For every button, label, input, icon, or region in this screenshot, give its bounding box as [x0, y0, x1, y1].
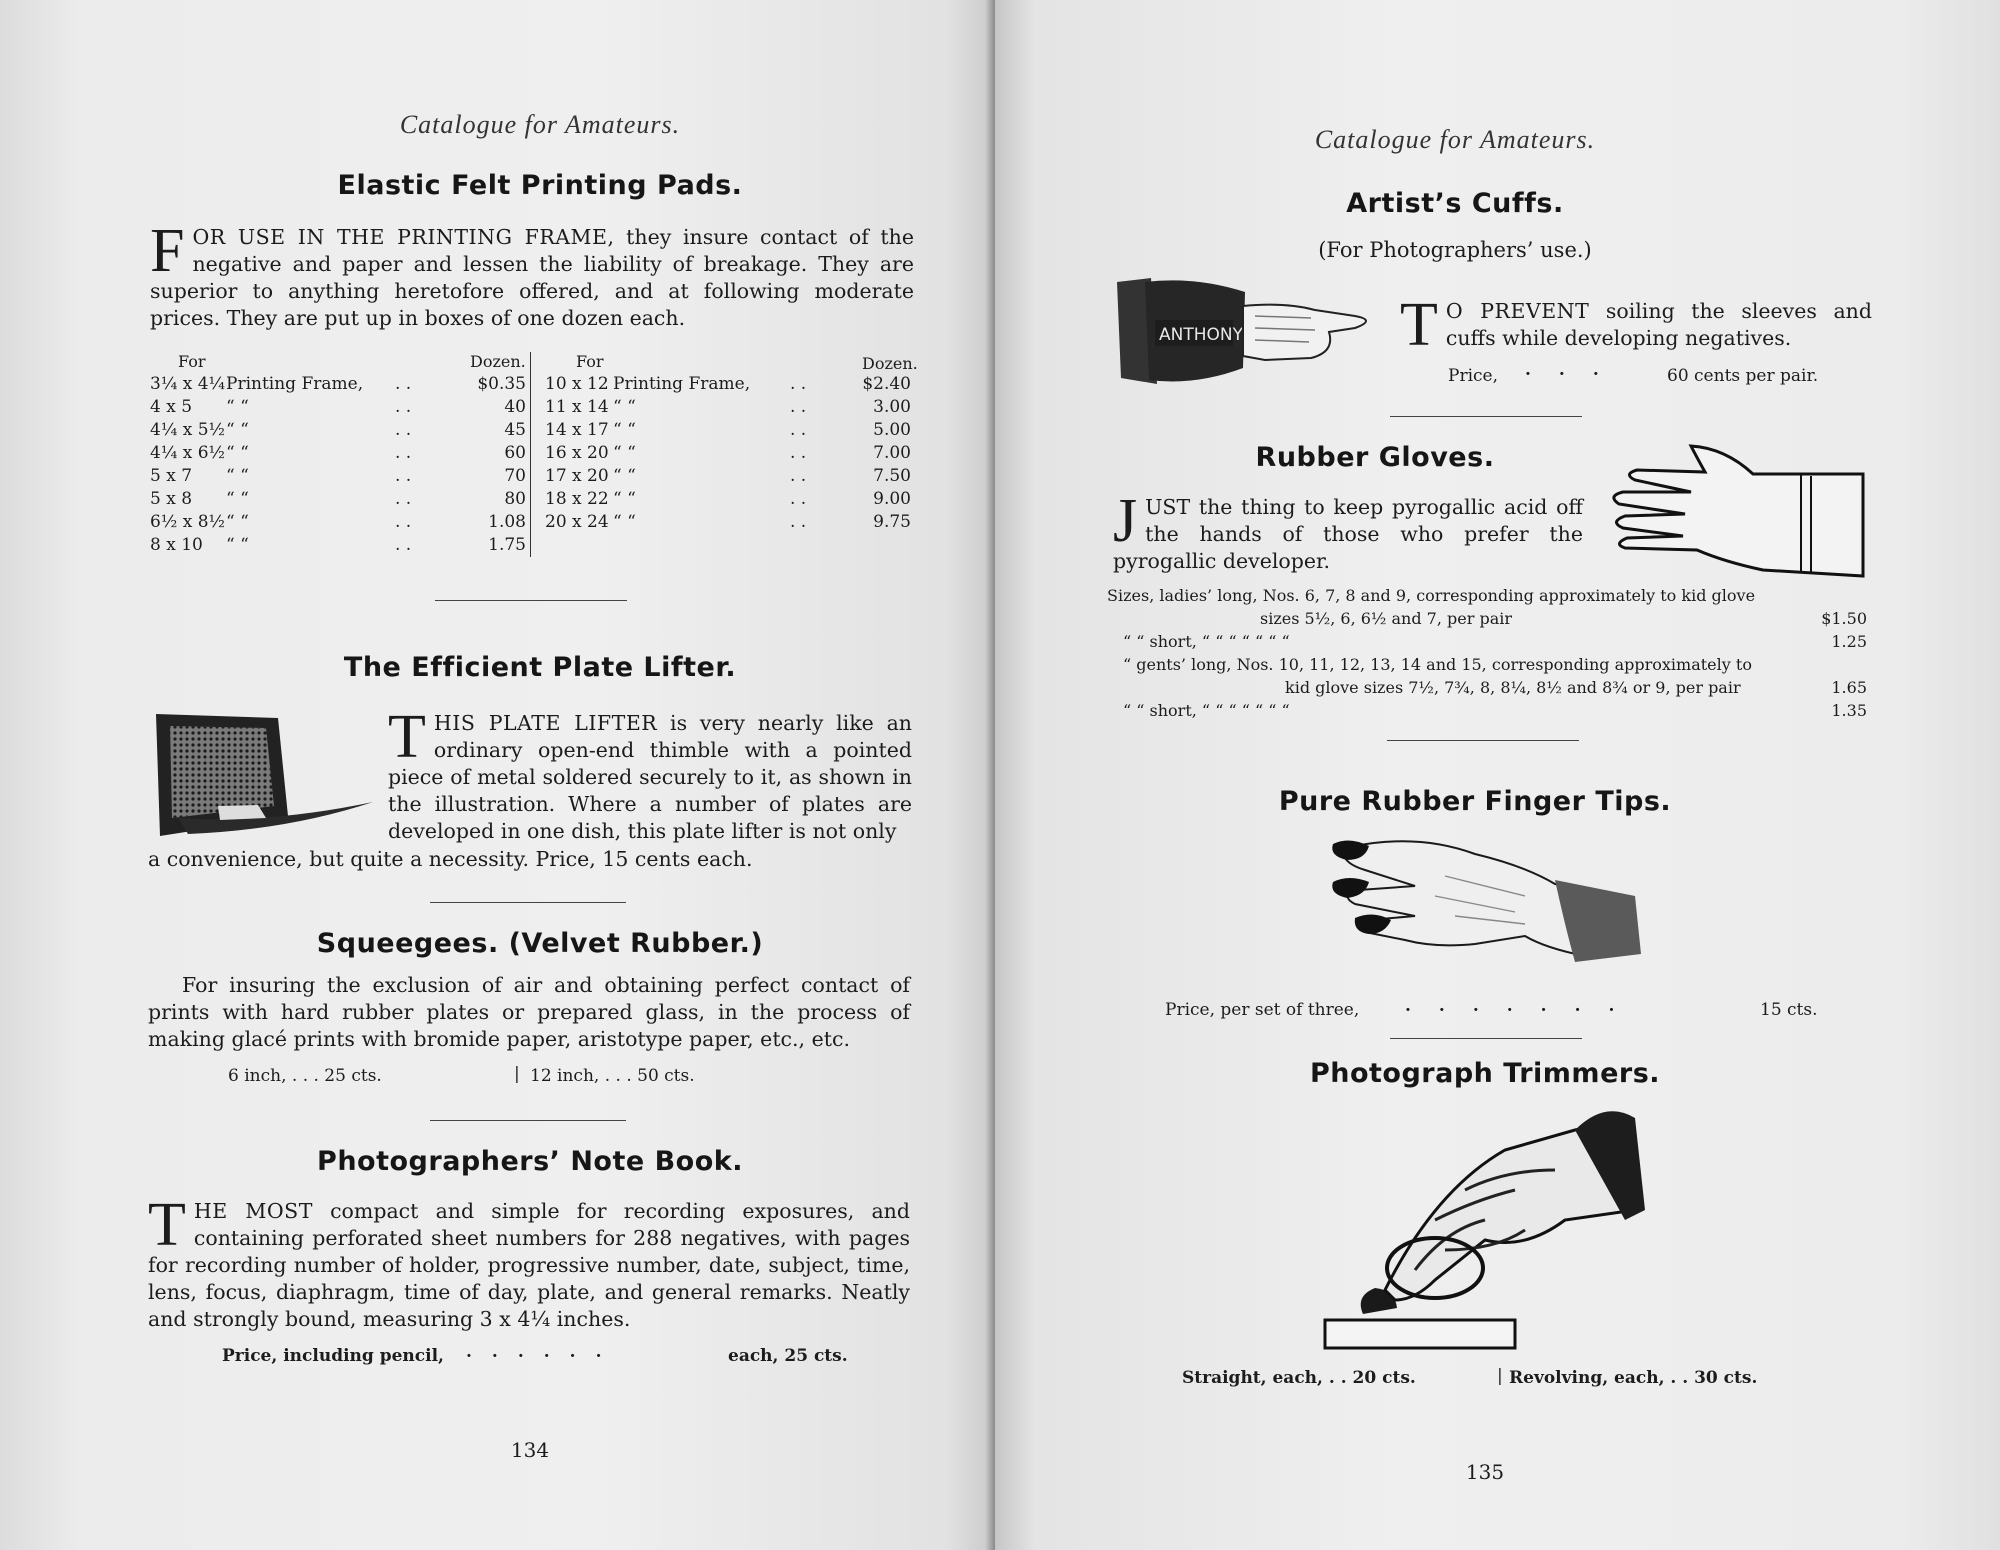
- page-number-right: 135: [1465, 1460, 1505, 1484]
- left-size: 5 x 8: [150, 489, 193, 509]
- squeegee-price-12-inch: 12 inch, . . . 50 cts.: [530, 1066, 695, 1086]
- left-price: 40: [504, 397, 526, 417]
- left-desc: “ “: [226, 420, 249, 440]
- right-page: [995, 0, 2000, 1550]
- left-leader: . .: [395, 512, 412, 532]
- page-number-left: 134: [510, 1438, 550, 1462]
- plate-lifter-paragraph-tail: [148, 846, 928, 873]
- left-desc: Printing Frame,: [226, 374, 364, 394]
- felt-pads-dropcap: F: [150, 217, 185, 285]
- section-title-finger-tips: Pure Rubber Finger Tips.: [1278, 786, 1672, 817]
- left-price: 60: [504, 443, 526, 463]
- section-title-gloves: Rubber Gloves.: [1255, 442, 1495, 473]
- plate-lifter-illustration-icon: [148, 706, 373, 842]
- glove-price-value: 1.25: [1831, 632, 1867, 651]
- note-book-price-label: Price, including pencil,: [222, 1346, 444, 1366]
- left-price: 1.08: [488, 512, 526, 532]
- right-size: 11 x 14: [545, 397, 609, 417]
- felt-pads-paragraph: [150, 217, 914, 332]
- right-size: 14 x 17: [545, 420, 609, 440]
- trimmer-price-revolving: Revolving, each, . . 30 cts.: [1509, 1368, 1758, 1388]
- right-price: 9.75: [873, 512, 911, 532]
- artist-cuff-illustration-icon: [1115, 276, 1377, 388]
- left-leader: . .: [395, 443, 412, 463]
- section-title-felt-pads: Elastic Felt Printing Pads.: [337, 170, 743, 201]
- trimmer-hand-illustration-icon: [1325, 1100, 1665, 1360]
- right-price: 7.50: [873, 466, 911, 486]
- right-desc: “ “: [613, 512, 636, 532]
- divider-rule: [430, 902, 626, 903]
- right-price: 7.00: [873, 443, 911, 463]
- glove-price-label: kid glove sizes 7½, 7¾, 8, 8¼, 8½ and 8¾ or 9, per pair: [1285, 678, 1741, 697]
- finger-tips-price-value: 15 cts.: [1760, 1000, 1818, 1020]
- right-desc: “ “: [613, 443, 636, 463]
- right-price: 9.00: [873, 489, 911, 509]
- section-title-cuffs: Artist’s Cuffs.: [1346, 188, 1564, 219]
- col-header-dozen-right: Dozen.: [862, 354, 918, 373]
- section-title-note-book: Photographers’ Note Book.: [317, 1146, 743, 1177]
- left-size: 4¼ x 5½: [150, 420, 225, 440]
- cuff-label: ANTHONY: [1159, 325, 1243, 345]
- divider-rule: [435, 600, 627, 601]
- trimmer-price-straight: Straight, each, . . 20 cts.: [1182, 1368, 1416, 1388]
- right-leader: . .: [790, 397, 807, 417]
- glove-price-label: “ gents’ long, Nos. 10, 11, 12, 13, 14 and 15, corresponding approximately to: [1123, 655, 1752, 674]
- right-price: 3.00: [873, 397, 911, 417]
- running-head-left: Catalogue for Amateurs.: [399, 110, 681, 139]
- glove-price-value: 1.35: [1831, 701, 1867, 720]
- left-size: 4 x 5: [150, 397, 193, 417]
- plate-lifter-lead: HIS PLATE LIFTER: [433, 711, 658, 735]
- col-header-dozen-left: Dozen.: [470, 352, 526, 371]
- left-price: 80: [504, 489, 526, 509]
- left-desc: “ “: [226, 397, 249, 417]
- cuffs-lead: O PREVENT: [1445, 299, 1590, 323]
- finger-tips-price-label: Price, per set of three,: [1165, 1000, 1360, 1020]
- section-title-trimmers: Photograph Trimmers.: [1309, 1058, 1661, 1089]
- felt-pads-lead: OR USE IN THE PRINTING FRAME,: [192, 225, 615, 249]
- right-price: $2.40: [862, 374, 911, 394]
- left-leader: . .: [395, 466, 412, 486]
- left-leader: . .: [395, 397, 412, 417]
- note-book-paragraph: [148, 1191, 910, 1333]
- left-desc: “ “: [226, 535, 249, 555]
- left-leader: . .: [395, 489, 412, 509]
- right-size: 18 x 22: [545, 489, 609, 509]
- squeegee-price-separator: |: [514, 1064, 520, 1084]
- glove-price-label: “ “ short, “ “ “ “ “ “ “: [1123, 632, 1290, 651]
- left-leader: . .: [395, 420, 412, 440]
- left-price: 70: [504, 466, 526, 486]
- left-desc: “ “: [226, 512, 249, 532]
- table-divider: [530, 352, 531, 557]
- finger-tips-hand-illustration-icon: [1325, 836, 1645, 988]
- note-book-lead: HE MOST: [193, 1199, 313, 1223]
- right-leader: . .: [790, 489, 807, 509]
- glove-price-value: $1.50: [1821, 609, 1867, 628]
- cuffs-price-value: 60 cents per pair.: [1667, 366, 1819, 386]
- col-header-for-right: For: [576, 352, 604, 371]
- right-price: 5.00: [873, 420, 911, 440]
- right-desc: Printing Frame,: [613, 374, 751, 394]
- right-desc: “ “: [613, 397, 636, 417]
- right-leader: . .: [790, 374, 807, 394]
- rubber-glove-illustration-icon: [1605, 444, 1865, 576]
- squeegees-paragraph: For insuring the exclusion of air and obtaining perfect contact of prints with hard rubber plates or prepared glass, in the process of making glacé prints with bromide paper, aristotype paper, etc., etc.: [148, 973, 910, 1051]
- left-size: 4¼ x 6½: [150, 443, 225, 463]
- plate-lifter-text-a: is very nearly like an ordinary open-end thimble with a pointed piece of metal soldered securely to it, as shown in the illustration. Where a number of plates are developed in one dish, this plate lifter is not only: [388, 711, 912, 843]
- right-leader: . .: [790, 512, 807, 532]
- gloves-text: UST the thing to keep pyrogallic acid off the hands of those who prefer the pyrogallic developer.: [1113, 495, 1583, 573]
- divider-rule: [1387, 740, 1579, 741]
- note-book-price-value: each, 25 cts.: [728, 1346, 848, 1366]
- left-price: 1.75: [488, 535, 526, 555]
- cuffs-subtitle: (For Photographers’ use.): [1318, 238, 1592, 262]
- right-size: 16 x 20: [545, 443, 609, 463]
- finger-tips-leader-dots: .......: [1405, 996, 1643, 1016]
- trimmer-price-separator: |: [1497, 1366, 1503, 1386]
- felt-pads-price-table: [150, 352, 918, 560]
- right-leader: . .: [790, 466, 807, 486]
- right-leader: . .: [790, 420, 807, 440]
- gloves-dropcap: J: [1113, 487, 1138, 555]
- right-desc: “ “: [613, 489, 636, 509]
- left-desc: “ “: [226, 466, 249, 486]
- divider-rule: [1390, 1038, 1582, 1039]
- left-page: [0, 0, 995, 1550]
- cuffs-text: soiling the sleeves and cuffs while developing negatives.: [1445, 299, 1872, 350]
- cuffs-paragraph: [1400, 291, 1872, 359]
- glove-price-label: sizes 5½, 6, 6½ and 7, per pair: [1260, 609, 1513, 628]
- note-book-text: compact and simple for recording exposures, and containing perforated sheet numbers for 288 negatives, with pages for recording number of holder, progressive number, date, subject, time, lens, focus, diaphragm, time of day, plate, and general remarks. Neatly and strongly bound, measuring 3 x 4¼ inches.: [148, 1199, 910, 1331]
- plate-lifter-text-b: a convenience, but quite a necessity. Price, 15 cents each.: [148, 847, 753, 871]
- divider-rule: [1390, 416, 1582, 417]
- felt-pads-text: they insure contact of the negative and paper and lessen the liability of breakage. They are superior to anything heretofore offered, and at following moderate prices. They are put up in boxes of one dozen each.: [150, 225, 914, 330]
- glove-price-label: Sizes, ladies’ long, Nos. 6, 7, 8 and 9, corresponding approximately to kid glove: [1107, 586, 1756, 605]
- right-size: 17 x 20: [545, 466, 609, 486]
- right-desc: “ “: [613, 466, 636, 486]
- right-size: 10 x 12: [545, 374, 609, 394]
- squeegee-price-6-inch: 6 inch, . . . 25 cts.: [228, 1066, 382, 1086]
- plate-lifter-paragraph: [388, 703, 912, 845]
- cuffs-dropcap: T: [1400, 291, 1438, 359]
- right-desc: “ “: [613, 420, 636, 440]
- cuffs-leader-dots: ...: [1525, 360, 1627, 380]
- note-book-dropcap: T: [148, 1191, 186, 1259]
- section-title-plate-lifter: The Efficient Plate Lifter.: [343, 652, 737, 683]
- cuffs-price-label: Price,: [1448, 366, 1498, 386]
- left-size: 3¼ x 4¼: [150, 374, 225, 394]
- divider-rule: [430, 1120, 626, 1121]
- left-price: 45: [504, 420, 526, 440]
- left-desc: “ “: [226, 443, 249, 463]
- left-desc: “ “: [226, 489, 249, 509]
- right-size: 20 x 24: [545, 512, 609, 532]
- right-leader: . .: [790, 443, 807, 463]
- section-title-squeegees: Squeegees. (Velvet Rubber.): [316, 928, 764, 959]
- left-size: 6½ x 8½: [150, 512, 225, 532]
- glove-price-value: 1.65: [1831, 678, 1867, 697]
- plate-lifter-dropcap: T: [388, 703, 426, 771]
- glove-price-label: “ “ short, “ “ “ “ “ “ “: [1123, 701, 1290, 720]
- left-size: 5 x 7: [150, 466, 193, 486]
- gloves-paragraph: [1113, 487, 1583, 575]
- col-header-for-left: For: [178, 352, 206, 371]
- note-book-leader-dots: ......: [466, 1342, 622, 1362]
- running-head-right: Catalogue for Amateurs.: [1314, 125, 1596, 154]
- left-leader: . .: [395, 374, 412, 394]
- left-leader: . .: [395, 535, 412, 555]
- left-price: $0.35: [477, 374, 526, 394]
- left-size: 8 x 10: [150, 535, 203, 555]
